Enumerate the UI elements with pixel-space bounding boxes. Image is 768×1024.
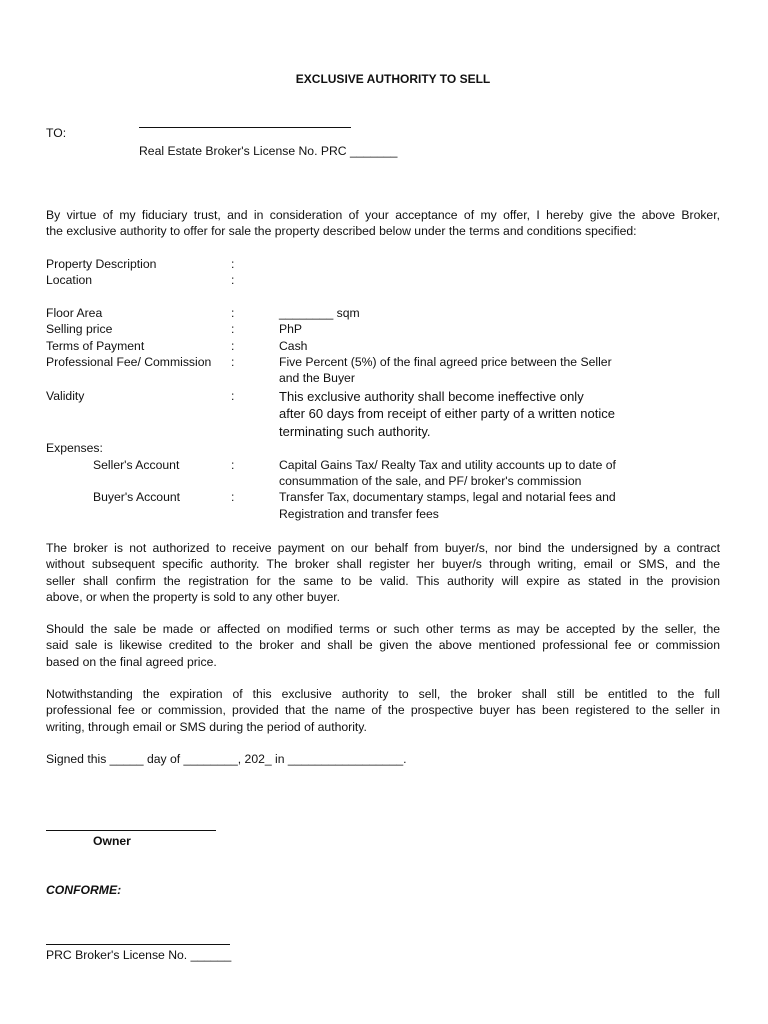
professional-fee-label: Professional Fee/ Commission	[46, 355, 212, 369]
sellers-account-value-line: consummation of the sale, and PF/ broker's commission	[279, 474, 582, 488]
intro-line: By virtue of my fiduciary trust, and in consideration of your acceptance of my offer, I hereby give the above Broker,	[46, 208, 720, 222]
modified-terms-paragraph	[46, 621, 720, 670]
sellers-account-label: Seller's Account	[93, 458, 180, 472]
validity-value-line: terminating such authority.	[279, 424, 431, 439]
broker-authority-paragraph	[46, 540, 720, 606]
owner-signature-line	[46, 830, 216, 831]
validity-label: Validity	[46, 389, 85, 403]
property-description-label: Property Description	[46, 257, 157, 271]
colon: :	[231, 273, 235, 287]
paragraph-line: based on the final agreed price.	[46, 654, 217, 669]
sellers-account-value-line: Capital Gains Tax/ Realty Tax and utility accounts up to date of	[279, 458, 616, 472]
selling-price-value: PhP	[279, 322, 303, 336]
intro-line: the exclusive authority to offer for sale the property described below under the terms and conditions specified:	[46, 224, 637, 239]
paragraph-line: Should the sale be made or affected on modified terms or such other terms as may be accepted by the seller, the	[46, 622, 720, 636]
floor-area-label: Floor Area	[46, 306, 103, 320]
colon: :	[231, 257, 235, 271]
terms-of-payment-value: Cash	[279, 339, 308, 353]
broker-signature-line	[46, 944, 230, 945]
license-line: Real Estate Broker's License No. PRC _______	[139, 144, 398, 158]
professional-fee-value-line: and the Buyer	[279, 371, 355, 385]
colon: :	[231, 339, 235, 353]
paragraph-line: professional fee or commission, provided that the name of the prospective buyer has been registered to the seller in	[46, 703, 720, 718]
validity-value-line: after 60 days from receipt of either party of a written notice	[279, 406, 615, 421]
broker-license-line: PRC Broker's License No. ______	[46, 948, 232, 962]
location-label: Location	[46, 273, 93, 287]
colon: :	[231, 306, 235, 320]
colon: :	[231, 322, 235, 336]
conforme-label: CONFORME:	[46, 883, 122, 897]
terms-of-payment-label: Terms of Payment	[46, 339, 145, 353]
document-title: EXCLUSIVE AUTHORITY TO SELL	[295, 72, 491, 86]
paragraph-line: Notwithstanding the expiration of this exclusive authority to sell, the broker shall still be entitled to the full	[46, 687, 720, 701]
paragraph-line: seller shall confirm the registration for the same to be valid. This authority will expire as stated in the provision	[46, 573, 720, 588]
validity-value-line: This exclusive authority shall become ineffective only	[279, 389, 584, 404]
paragraph-line: above, or when the property is sold to any other buyer.	[46, 590, 341, 605]
buyers-account-value-line: Transfer Tax, documentary stamps, legal and notarial fees and	[279, 490, 616, 504]
colon: :	[231, 355, 235, 369]
selling-price-label: Selling price	[46, 322, 113, 336]
intro-paragraph	[46, 207, 720, 240]
signed-line: Signed this _____ day of ________, 202_ in _________________.	[46, 752, 407, 766]
professional-fee-value-line: Five Percent (5%) of the final agreed price between the Seller	[279, 355, 612, 369]
buyers-account-value-line: Registration and transfer fees	[279, 507, 439, 521]
to-signature-line	[139, 127, 351, 128]
paragraph-line: said sale is likewise credited to the broker and shall be given the above mentioned professional fee or commission	[46, 638, 720, 653]
paragraph-line: The broker is not authorized to receive payment on our behalf from buyer/s, nor bind the undersigned by a contract	[46, 541, 720, 555]
buyers-account-label: Buyer's Account	[93, 490, 181, 504]
colon: :	[231, 490, 235, 504]
floor-area-value: ________ sqm	[279, 306, 360, 320]
paragraph-line: writing, through email or SMS during the period of authority.	[46, 719, 367, 734]
colon: :	[231, 389, 235, 403]
colon: :	[231, 458, 235, 472]
owner-label: Owner	[93, 834, 131, 848]
expenses-label: Expenses:	[46, 441, 103, 455]
expiration-paragraph	[46, 686, 720, 735]
to-label: TO:	[46, 126, 67, 140]
paragraph-line: without subsequent specific authority. The broker shall register her buyer/s through writing, email or SMS, and the	[46, 557, 720, 572]
